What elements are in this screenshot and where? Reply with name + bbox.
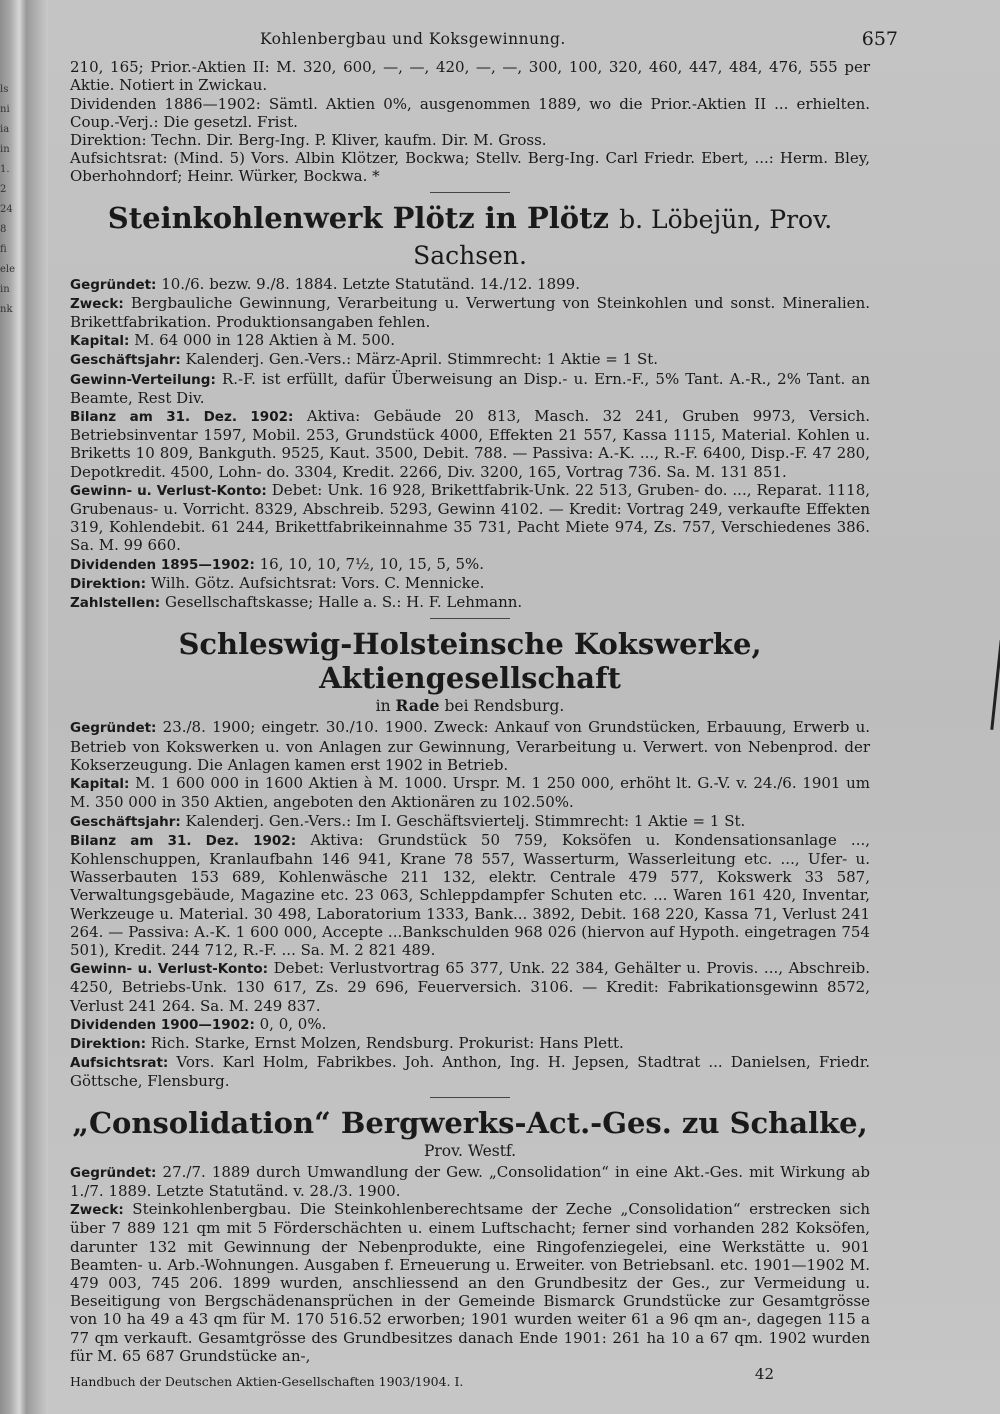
company-subheading: Prov. Westf. [423, 1141, 517, 1160]
field-value: Rich. Starke, Ernst Molzen, Rendsburg. Prokurist: Hans Plett. [146, 1033, 624, 1052]
entry-continued [70, 58, 870, 185]
field-key: Direktion: [70, 1035, 146, 1052]
company-heading [70, 201, 870, 273]
page-footer [70, 1364, 870, 1391]
company-heading: „Consolidation“ Bergwerks-Act.-Ges. zu Schalke, [72, 1105, 868, 1140]
gutter-fragment: 8 [0, 224, 7, 235]
field-key: Zweck: [70, 1202, 124, 1219]
field-key: Gegründet: [70, 720, 157, 737]
field-paragraph [70, 481, 870, 555]
field-paragraph [70, 574, 870, 593]
field-paragraph [70, 1163, 870, 1200]
entry-line: 210, 165; Prior.-Aktien II: M. 320, 600, —, —, 420, —, —, 300, 100, 320, 460, 447, 484, 476, 555 per Aktie. Notiert in Zwickau. [70, 58, 870, 95]
company-heading: Schleswig-Holsteinsche Kokswerke, Aktiengesellschaft [178, 627, 762, 696]
field-paragraph [70, 407, 870, 481]
page-number: 657 [861, 28, 898, 50]
field-key: Zweck: [70, 295, 124, 312]
field-value: 23./8. 1900; eingetr. 30./10. 1900. Zweck: Ankauf von Grundstücken, Erbauung, Erwerb u. Betrieb von Kokswerken u. von Anlagen zur Gewinnung, Verarbeitung u. Verwert. von Nebenprod. der Kokserzeugung. Die Anlagen kamen erst 1902 in Betrieb. [70, 718, 870, 774]
field-value: Debet: Unk. 16 928, Brikettfabrik-Unk. 22 513, Gruben- do. ..., Reparat. 1118, Grubenaus- u. Vorricht. 8329, Abschreib. 5293, Gewinn 4102. — Kredit: Vortrag 249, verkaufte Effekten 319, Kohlendebit. 61 244, Brikettfabrikeinnahme 35 731, Pacht Miete 974, Zs. 757, Verschiedenes 386. Sa. M. 99 660. [70, 480, 871, 555]
field-value: Bergbauliche Gewinnung, Verarbeitung u. Verwertung von Steinkohlen und sonst. Mineralien. Brikettfabrikation. Produktionsangaben fehlen. [70, 293, 870, 332]
page-text [70, 28, 898, 1391]
field-paragraph [70, 812, 870, 831]
field-value: M. 64 000 in 128 Aktien à M. 500. [129, 331, 396, 350]
field-value: Aktiva: Gebäude 20 813, Masch. 32 241, Gruben 9973, Versich. Betriebsinventar 1597, Mobil. 253, Grundstück 4000, Effekten 21 557, Kassa 1115, Material. Kohlen u. Briketts 10 809, Bankguth. 9525, Kaut. 3500, Debit. 788. — Passiva: A.-K. ..., R.-F. 6400, Disp.-F. 47 280, Depotkredit. 4500, Lohn- do. 3304, Kredit. 2266, Div. 3200, 165, Vortrag 736. Sa. M. 131 851. [70, 407, 870, 481]
field-key: Bilanz am 31. Dez. 1902: [70, 832, 297, 849]
field-key: Geschäftsjahr: [70, 813, 181, 830]
gutter-fragment: 2 [0, 184, 7, 195]
scan-mark [990, 640, 1000, 730]
field-paragraph [70, 831, 870, 959]
field-paragraph [70, 350, 870, 369]
field-paragraph [70, 1053, 870, 1090]
field-value: Steinkohlenbergbau. Die Steinkohlenberechtsame der Zeche „Consolidation“ erstrecken sich über 7 889 121 qm mit 5 Förderschächten u. einem Luftschacht; ferner sind vorhanden 282 Koksöfen, darunter 132 mit Gewinnung der Nebenprodukte, eine Ringofenziegelei, eine Werkstätte u. 901 Beamten- u. Arb.-Wohnungen. Ausgaben f. Erneuerung u. Erweiter. von Betriebsanl. etc. 1901—1902 M. 479 003, 745 206. 1899 wurden, anschliessend an den Grundbesitz der Ges., zur Vermeidung u. Beseitigung von Bergschädenansprüchen in der Gemeinde Bismarck Grundstücke zur Gesamtgrösse von 10 ha 49 a 43 qm für M. 170 516.52 erworben; 1901 wurden weiter 61 a 96 qm an-, dagegen 115 a 77 qm verkauft. Gesamtgrösse des Grundbesitzes danach Ende 1901: 261 ha 10 a 67 qm. 1902 wurden für M. 65 687 Grundstücke an-, [70, 1200, 870, 1365]
field-value: Kalenderj. Gen.-Vers.: Im I. Geschäftsviertelj. Stimmrecht: 1 Aktie = 1 St. [180, 811, 746, 830]
field-value: Gesellschaftskasse; Halle a. S.: H. F. Lehmann. [160, 593, 523, 612]
company-entry-consolidation [70, 1106, 870, 1365]
field-value: 16, 10, 10, 7½, 10, 15, 5, 5%. [254, 554, 485, 573]
company-entry-ploetz [70, 201, 870, 613]
separator-rule [430, 192, 510, 193]
sub-prefix: in [375, 697, 391, 716]
field-paragraph [70, 294, 870, 331]
field-key: Kapital: [70, 333, 130, 350]
field-key: Gewinn- u. Verlust-Konto: [70, 482, 267, 499]
field-key: Dividenden 1895—1902: [70, 556, 255, 573]
entry-line: Dividenden 1886—1902: Sämtl. Aktien 0%, ausgenommen 1889, wo die Prior.-Aktien II ... erhielten. Coup.-Verj.: Die gesetzl. Frist. [70, 94, 870, 131]
field-paragraph [70, 555, 870, 574]
field-paragraph [70, 593, 870, 612]
running-header [70, 28, 898, 50]
field-paragraph [70, 1200, 870, 1365]
field-key: Gegründet: [70, 276, 157, 293]
sheet-number: 42 [754, 1364, 774, 1383]
field-key: Kapital: [70, 776, 130, 793]
book-page [48, 0, 1000, 1414]
company-entry-kokswerke [70, 627, 870, 1090]
company-fields [70, 1163, 870, 1365]
company-fields [70, 275, 870, 613]
company-subheading [70, 697, 870, 715]
company-location: b. Löbejün, Prov. Sachsen. [413, 204, 833, 270]
field-key: Dividenden 1900—1902: [70, 1016, 255, 1033]
field-value: M. 1 600 000 in 1600 Aktien à M. 1000. Urspr. M. 1 250 000, erhöht lt. G.-V. v. 24./6. 1901 um M. 350 000 in 350 Aktien, angeboten den Aktionären zu 102.50%. [70, 774, 870, 812]
header-title: Kohlenbergbau und Koksgewinnung. [260, 30, 566, 48]
gutter-fragment: 1. [0, 164, 10, 175]
field-key: Geschäftsjahr: [70, 352, 181, 369]
gutter-fragment: fi [0, 244, 7, 255]
field-value: R.-F. ist erfüllt, dafür Überweisung an Disp.- u. Ern.-F., 5% Tant. A.-R., 2% Tant. an Beamte, Rest Div. [70, 369, 870, 407]
field-value: Wilh. Götz. Aufsichtsrat: Vors. C. Mennicke. [146, 573, 485, 592]
field-value: Kalenderj. Gen.-Vers.: März-April. Stimmrecht: 1 Aktie = 1 St. [180, 350, 659, 369]
field-paragraph [70, 370, 870, 407]
entry-line: Aufsichtsrat: (Mind. 5) Vors. Albin Klötzer, Bockwa; Stellv. Berg-Ing. Carl Friedr. Ebert, ...: Herm. Bley, Oberhohndorf; Heinr. Würker, Bockwa. * [70, 149, 870, 186]
field-value: 0, 0, 0%. [254, 1014, 327, 1033]
gutter-fragment: in [0, 144, 10, 155]
field-value: 27./7. 1889 durch Umwandlung der Gew. „Consolidation“ in eine Akt.-Ges. mit Wirkung ab 1./7. 1889. Letzte Statutänd. v. 28./3. 1900. [70, 1162, 870, 1200]
field-value: Vors. Karl Holm, Fabrikbes. Joh. Anthon, Ing. H. Jepsen, Stadtrat ... Danielsen, Friedr. Göttsche, Flensburg. [70, 1053, 870, 1091]
separator-rule [430, 1097, 510, 1098]
field-key: Zahlstellen: [70, 595, 161, 612]
field-key: Bilanz am 31. Dez. 1902: [70, 409, 294, 426]
field-paragraph [70, 275, 870, 294]
field-paragraph [70, 1034, 870, 1053]
field-value: Debet: Verlustvortrag 65 377, Unk. 22 384, Gehälter u. Provis. ..., Abschreib. 4250, Betriebs-Unk. 130 617, Zs. 29 696, Feuerversich. 3106. — Kredit: Fabrikationsgewinn 8572, Verlust 241 264. Sa. M. 249 837. [70, 959, 871, 1015]
company-fields [70, 718, 870, 1090]
field-paragraph [70, 331, 870, 350]
gutter-fragment: ls [0, 84, 9, 95]
field-paragraph [70, 774, 870, 811]
field-value: Aktiva: Grundstück 50 759, Koksöfen u. Kondensationsanlage ..., Kohlenschuppen, Kranlaufbahn 146 941, Krane 78 557, Wasserturm, Wasserleitung etc. ..., Ufer- u. Wasserbauten 153 689, Kohlenwäsche 211 132, elektr. Centrale 479 577, Kokswerk 33 587, Verwaltungsgebäude, Magazine etc. 23 063, Schleppdampfer Schuten etc. ... Waren 161 420, Inventar, Werkzeuge u. Material. 30 498, Laboratorium 1333, Bank... 3892, Debit. 168 220, Kassa 71, Verlust 241 264. — Passiva: A.-K. 1 600 000, Accepte ...Bankschulden 968 026 (hiervon auf Hypoth. eingetragen 754 501), Kredit. 244 712, R.-F. ... Sa. M. 2 821 489. [70, 830, 870, 959]
separator-rule [430, 618, 510, 619]
adjacent-page-gutter [0, 80, 48, 1380]
footer-book-title: Handbuch der Deutschen Aktien-Gesellschaften 1903/1904. I. [70, 1373, 464, 1389]
gutter-fragment: ni [0, 104, 10, 115]
company-name: Steinkohlenwerk Plötz in Plötz [107, 200, 609, 235]
field-paragraph [70, 1015, 870, 1034]
field-key: Direktion: [70, 575, 146, 592]
sub-suffix: bei Rendsburg. [444, 697, 565, 716]
gutter-fragment: nk [0, 304, 13, 315]
field-value: 10./6. bezw. 9./8. 1884. Letzte Statutänd. 14./12. 1899. [156, 274, 580, 293]
gutter-fragment: 24 [0, 204, 13, 215]
gutter-fragment: ele [0, 264, 16, 275]
field-key: Gegründet: [70, 1164, 157, 1181]
field-key: Aufsichtsrat: [70, 1055, 169, 1072]
field-paragraph [70, 959, 870, 1015]
gutter-fragment: ia [0, 124, 10, 135]
gutter-fragment: in [0, 284, 10, 295]
field-paragraph [70, 718, 870, 774]
field-key: Gewinn-Verteilung: [70, 371, 216, 388]
sub-place: Rade [395, 696, 440, 716]
entry-line: Direktion: Techn. Dir. Berg-Ing. P. Kliver, kaufm. Dir. M. Gross. [70, 131, 547, 150]
field-key: Gewinn- u. Verlust-Konto: [70, 961, 269, 978]
